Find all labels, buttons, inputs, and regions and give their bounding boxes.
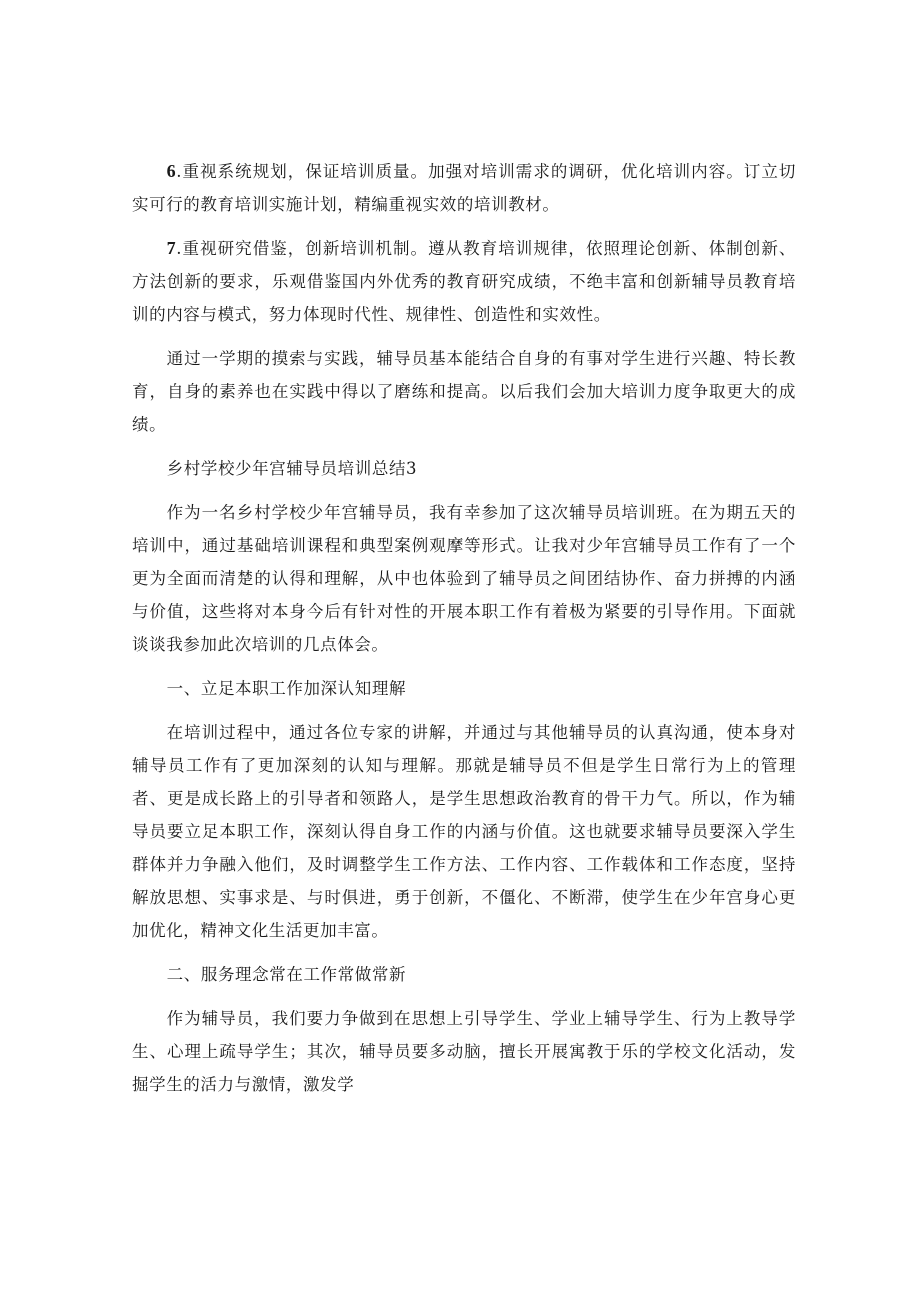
- paragraph-text: 通过一学期的摸索与实践，辅导员基本能结合自身的有事对学生进行兴趣、特长教育，自身的素养也在实践中得以了磨练和提高。以后我们会加大培训力度争取更大的成绩。: [132, 349, 796, 434]
- paragraph-text: .重视系统规划，保证培训质量。加强对培训需求的调研，优化培训内容。订立切实可行的教育培训实施计划，精编重视实效的培训教材。: [132, 162, 796, 214]
- paragraph-item-7: [132, 232, 796, 331]
- paragraph-body-one: [132, 716, 796, 947]
- subheading-text: 二、服务理念常在工作常做常新: [166, 965, 407, 984]
- item-number: 7: [166, 238, 177, 258]
- section-title-text: 乡村学校少年宫辅导员培训总结3: [166, 459, 418, 478]
- item-number: 6: [166, 161, 177, 181]
- paragraph-text: 作为辅导员，我们要力争做到在思想上引导学生、学业上辅导学生、行为上教导学生、心理上疏导学生；其次，辅导员要多动脑，擅长开展寓教于乐的学校文化活动，发掘学生的活力与激情，激发学: [132, 1009, 796, 1094]
- paragraph-intro: [132, 496, 796, 661]
- section-title: [132, 452, 796, 485]
- paragraph-body-two: [132, 1002, 796, 1101]
- paragraph-text: 在培训过程中，通过各位专家的讲解，并通过与其他辅导员的认真沟通，使本身对辅导员工作有了更加深刻的认知与理解。那就是辅导员不但是学生日常行为上的管理者、更是成长路上的引导者和领路人，是学生思想政治教育的骨干力气。所以，作为辅导员要立足本职工作，深刻认得自身工作的内涵与价值。这也就要求辅导员要深入学生群体并力争融入他们，及时调整学生工作方法、工作内容、工作载体和工作态度，坚持解放思想、实事求是、与时俱进，勇于创新，不僵化、不断滞，使学生在少年宫身心更加优化，精神文化生活更加丰富。: [132, 723, 796, 940]
- paragraph-item-6: [132, 155, 796, 221]
- subheading-two: [132, 958, 796, 991]
- paragraph-summary: [132, 342, 796, 441]
- paragraph-text: .重视研究借鉴，创新培训机制。遵从教育培训规律，依照理论创新、体制创新、方法创新的要求，乐观借鉴国内外优秀的教育研究成绩，不绝丰富和创新辅导员教育培训的内容与模式，努力体现时代性、规律性、创造性和实效性。: [132, 239, 796, 324]
- paragraph-text: 作为一名乡村学校少年宫辅导员，我有幸参加了这次辅导员培训班。在为期五天的培训中，通过基础培训课程和典型案例观摩等形式。让我对少年宫辅导员工作有了一个更为全面而清楚的认得和理解，从中也体验到了辅导员之间团结协作、奋力拼搏的内涵与价值，这些将对本身今后有针对性的开展本职工作有着极为紧要的引导作用。下面就谈谈我参加此次培训的几点体会。: [132, 503, 796, 654]
- document-body: [132, 155, 796, 1112]
- subheading-one: [132, 672, 796, 705]
- subheading-text: 一、立足本职工作加深认知理解: [166, 679, 407, 698]
